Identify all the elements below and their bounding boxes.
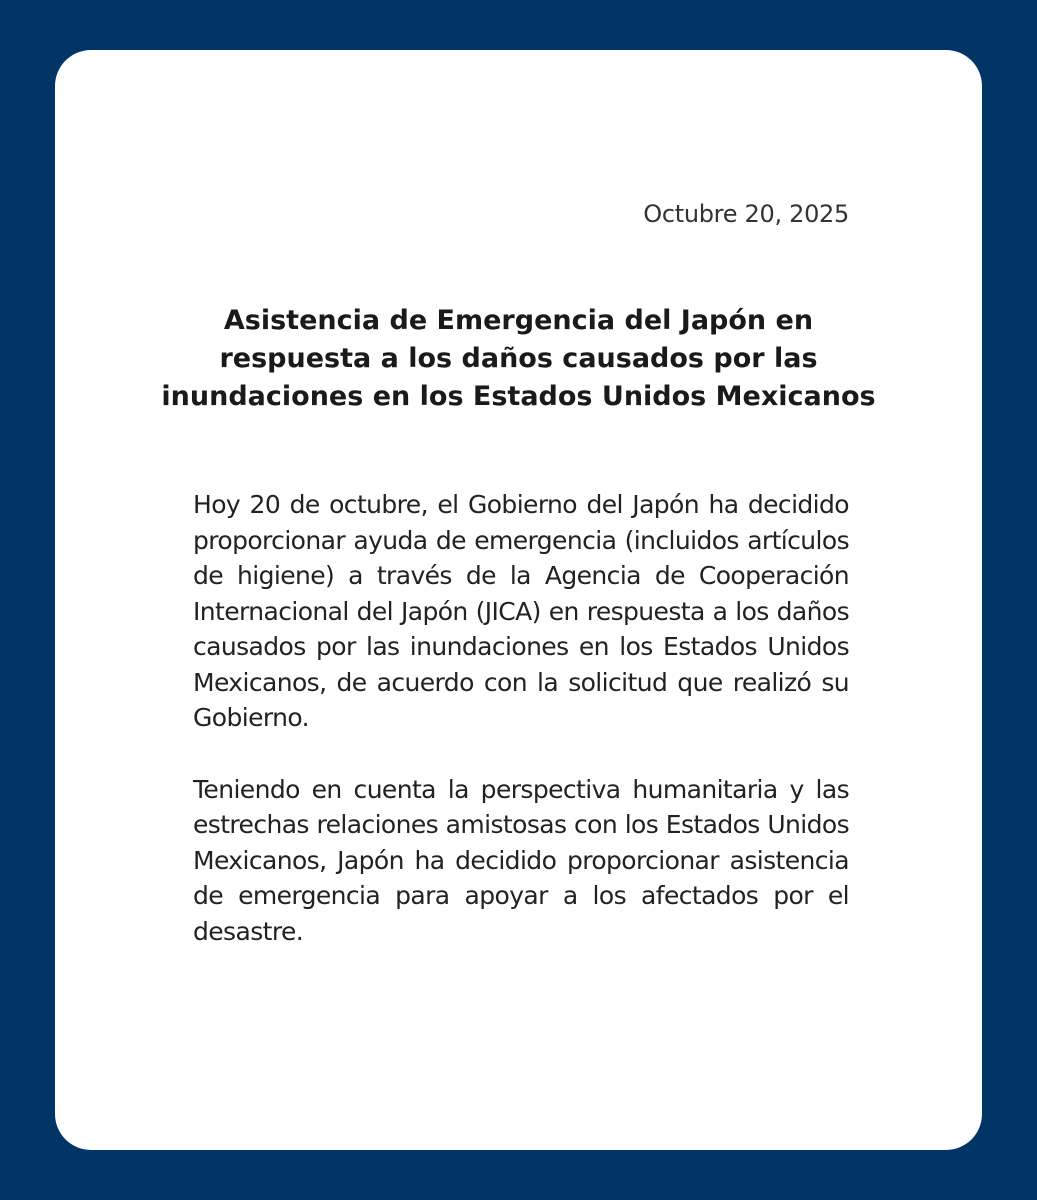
title-line: Asistencia de Emergencia del Japón en <box>223 305 814 336</box>
body-paragraph: Teniendo en cuenta la perspectiva humanitaria y las estrechas relaciones amistosas con los Estados Unidos Mexicanos, Japón ha decidido proporcionar asistencia de emergencia para apoyar a los afectados por el desastre. <box>193 774 849 946</box>
notice-card <box>55 50 982 1150</box>
title-line: inundaciones en los Estados Unidos Mexicanos <box>161 381 876 412</box>
body-paragraph: Hoy 20 de octubre, el Gobierno del Japón ha decidido proporcionar ayuda de emergencia (incluidos artículos de higiene) a través de la Agencia de Cooperación Internacional del Japón (JICA) en respuesta a los daños causados por las inundaciones en los Estados Unidos Mexicanos, de acuerdo con la solicitud que realizó su Gobierno. <box>193 490 849 732</box>
notice-body <box>193 487 849 985</box>
notice-title <box>115 302 922 416</box>
title-line: respuesta a los daños causados por las <box>219 343 818 374</box>
notice-date: Octubre 20, 2025 <box>643 200 849 228</box>
